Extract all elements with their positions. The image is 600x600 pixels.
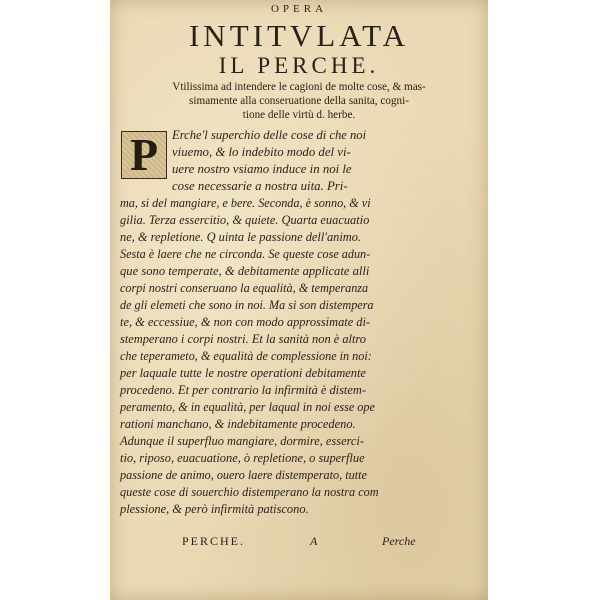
text-line: per laquale tutte le nostre operationi debitamente [120,366,366,380]
text-line: te, & eccessiue, & non con modo approssimate di- [120,315,371,329]
title-line-2: IL PERCHE. [218,53,380,78]
text-line: Erche'l superchio delle cose di che noi [172,128,367,142]
text-line: ma, si del mangiare, e bere. Seconda, è sonno, & vi [120,196,371,210]
subtitle-line: simamente alla conseruatione della sanita, cogni- [189,95,409,107]
text-line: viuemo, & lo indebito modo del vi- [172,145,351,159]
text-line: passione de animo, ouero laere distemperato, tutte [120,468,367,482]
text-line: Adunque il superfluo mangiare, dormire, esserci- [120,434,364,448]
text-line: plessione, & però infirmità patiscono. [120,502,309,516]
text-line: queste cose di souerchio distemperano la nostra com [120,485,379,499]
subtitle [120,80,478,122]
text-line: de gli elemeti che sono in noi. Ma si son distempera [120,298,374,312]
text-line: uere nostro vsiamo induce in noi le [172,162,352,176]
subtitle-line: tione delle virtù d. herbe. [242,109,356,121]
text-line: tio, riposo, euacuatione, ò repletione, o superflue [120,451,365,465]
text-line: stemperano i corpi nostri. Et la sanità non è altro [120,332,366,346]
text-line: ne, & repletione. Q uinta le passione dell'animo. [120,230,362,244]
signature-mark: A [310,534,318,548]
decorated-initial [121,131,167,179]
book-page [110,0,488,600]
initial-letter: P [129,129,159,180]
text-line: cose necessarie a nostra uita. Pri- [172,179,348,193]
text-line: gilia. Terza essercitio, & quiete. Quarta euacuatio [120,213,370,227]
text-line: corpi nostri conseruano la equalità, & temperanza [120,281,369,295]
subtitle-line: Vtilissima ad intendere le cagioni de molte cose, & mas- [172,81,426,93]
catchword-right: Perche [382,534,416,548]
text-line: que sono temperate, & debitamente applicate alli [120,264,370,278]
running-head: OPERA [270,3,328,15]
text-line: rationi manchano, & indebitamente procedeno. [120,417,356,431]
text-line: peramento, & in equalità, per laqual in noi esse ope [120,400,375,414]
title-line-1: INTITVLATA [188,18,410,53]
text-line: Sesta è laere che ne circonda. Se queste cose adun- [120,247,371,261]
text-line: procedeno. Et per contrario la infirmità è distem- [120,383,366,397]
text-line: che teperameto, & equalità de complessione in noi: [120,349,372,363]
catchword-left: PERCHE. [182,534,246,548]
